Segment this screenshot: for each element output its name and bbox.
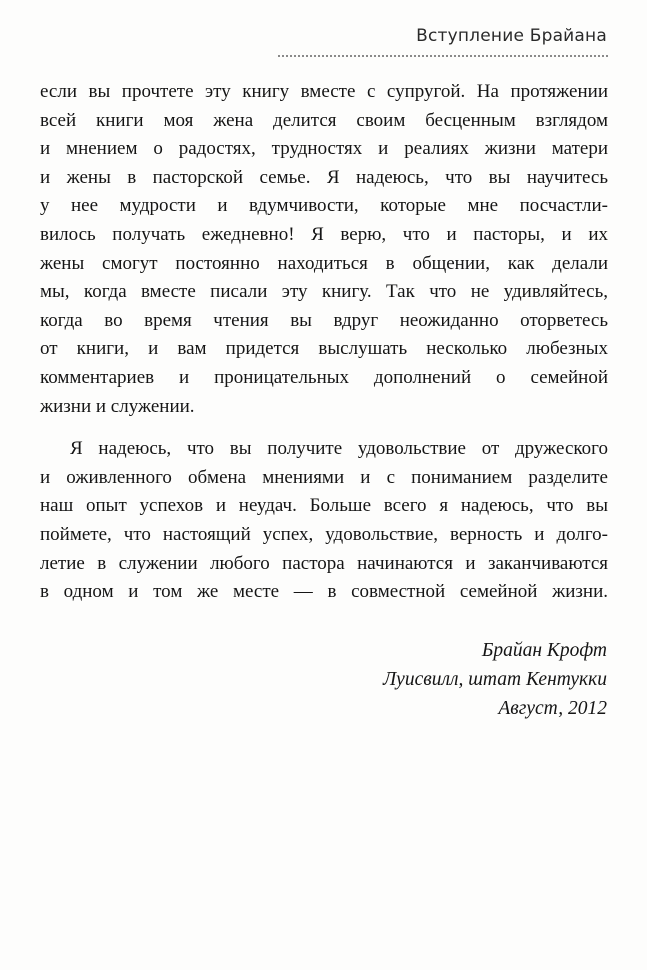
paragraph-2 <box>40 435 608 607</box>
text-line: жены смогут постоянно находиться в общении, как делали <box>40 252 608 274</box>
text-line: если вы прочтете эту книгу вместе с супругой. На протяжении <box>40 81 608 102</box>
text-line: мы, когда вместе писали эту книгу. Так что не удивляйтесь, <box>40 281 608 303</box>
text-line: когда во время чтения вы вдруг неожиданно оторветесь <box>40 309 608 331</box>
text-line: комментариев и проницательных дополнений о семейной <box>40 366 608 388</box>
text-line: Я надеюсь, что вы получите удовольствие от дружеского <box>70 438 608 460</box>
text-line: и жены в пасторской семье. Я надеюсь, что вы научитесь <box>40 166 608 188</box>
paragraph-gap <box>40 421 608 435</box>
signature-date: Август, 2012 <box>498 698 607 719</box>
signature-block <box>383 636 607 723</box>
text-line: вилось получать ежедневно! Я верю, что и пасторы, и их <box>40 223 608 245</box>
text-line: в одном и том же месте — в совместной семейной жизни. <box>40 581 608 603</box>
text-line: и оживленного обмена мнениями и с пониманием разделите <box>40 466 608 488</box>
paragraph-1 <box>40 78 608 421</box>
text-line: всей книги моя жена делится своим бесценным взглядом <box>40 109 608 131</box>
text-line: наш опыт успехов и неудач. Больше всего я надеюсь, что вы <box>40 495 608 517</box>
text-line: жизни и служении. <box>40 395 195 417</box>
running-header: Вступление Брайана <box>416 26 607 46</box>
body-text <box>40 78 608 607</box>
text-line: и мнением о радостях, трудностях и реалиях жизни матери <box>40 138 608 160</box>
text-line: поймете, что настоящий успех, удовольствие, верность и долго- <box>40 523 608 545</box>
signature-author: Брайан Крофт <box>481 640 607 661</box>
signature-place: Луисвилл, штат Кентукки <box>382 669 607 690</box>
header-dotted-rule <box>278 55 608 57</box>
text-line: летие в служении любого пастора начинаются и заканчиваются <box>40 552 608 574</box>
text-line: от книги, и вам придется выслушать несколько любезных <box>40 338 608 360</box>
text-line: у нее мудрости и вдумчивости, которые мне посчастли- <box>40 195 608 217</box>
